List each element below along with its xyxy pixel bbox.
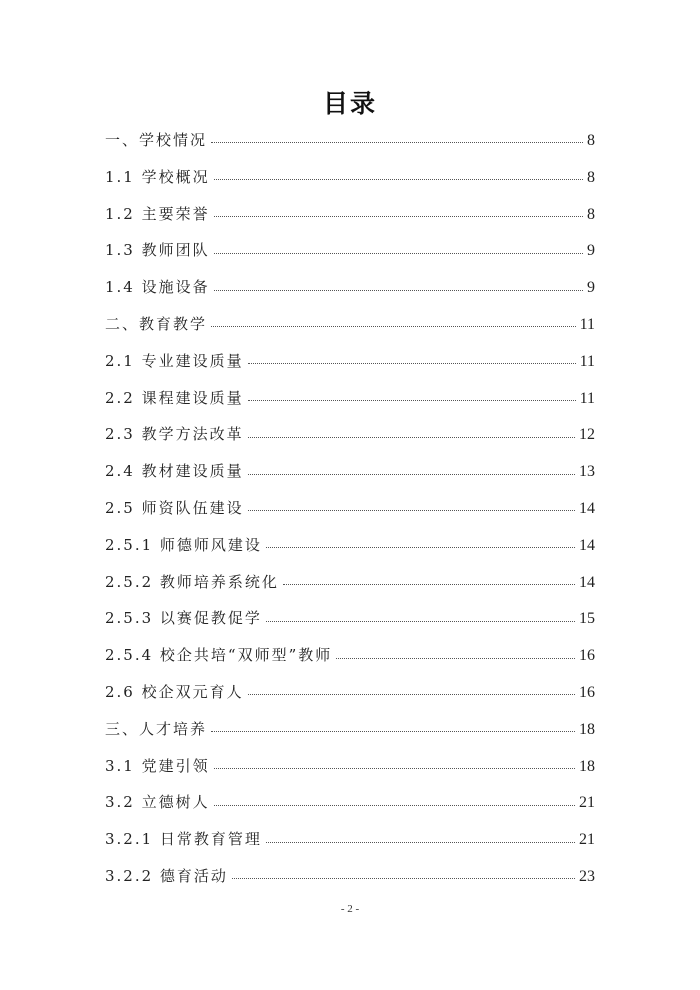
toc-entry-page: 21 — [579, 831, 595, 849]
dot-leader — [214, 289, 583, 291]
dot-leader — [214, 215, 583, 217]
dot-leader — [211, 325, 576, 327]
toc-entry[interactable] — [105, 269, 595, 306]
toc-entry[interactable] — [105, 343, 595, 380]
toc-entry-page: 9 — [587, 279, 595, 297]
dot-leader — [248, 473, 575, 475]
toc-entry-page: 16 — [579, 683, 595, 701]
toc-entry-label: 一、学校情况 — [105, 131, 208, 149]
toc-entry-page: 21 — [579, 794, 595, 812]
toc-entry-label: 2.5.3 以赛促教促学 — [105, 609, 262, 628]
toc-entry-label: 1.3 教师团队 — [105, 241, 210, 260]
dot-leader — [214, 252, 583, 254]
toc-entry[interactable] — [105, 232, 595, 269]
dot-leader — [248, 436, 575, 438]
page-title: 目录 — [322, 89, 377, 118]
toc-entry[interactable] — [105, 527, 595, 564]
dot-leader — [248, 509, 575, 511]
toc-entry-page: 11 — [579, 389, 595, 407]
toc-entry-page: 14 — [579, 573, 595, 591]
dot-leader — [211, 730, 575, 732]
toc-entry[interactable] — [105, 821, 595, 858]
dot-leader — [336, 657, 575, 659]
dot-leader — [232, 877, 575, 879]
dot-leader — [266, 620, 575, 622]
toc-entry-page: 16 — [579, 647, 595, 665]
toc-entry-label: 2.5.2 教师培养系统化 — [105, 572, 279, 591]
toc-entry[interactable] — [105, 858, 595, 895]
page-number-footer: - 2 - — [340, 903, 360, 915]
toc-entry-label: 2.3 教学方法改革 — [105, 425, 244, 444]
toc-entry-page: 14 — [579, 499, 595, 517]
toc-entry-label: 三、人才培养 — [105, 719, 208, 738]
toc-entry-page: 9 — [587, 242, 595, 260]
toc-entry[interactable] — [105, 784, 595, 821]
toc-entry-page: 12 — [579, 426, 595, 444]
toc-entry-page: 8 — [587, 132, 595, 149]
toc-entry[interactable] — [105, 600, 595, 637]
toc-entry[interactable] — [105, 159, 595, 196]
toc-entry[interactable] — [105, 453, 595, 490]
dot-leader — [211, 141, 583, 143]
toc-entry[interactable] — [105, 196, 595, 233]
toc-entry-label: 2.5.1 师德师风建设 — [105, 535, 262, 554]
toc-entry-page: 18 — [579, 720, 595, 738]
dot-leader — [248, 693, 575, 695]
toc-entry-label: 3.2.1 日常教育管理 — [105, 830, 262, 849]
table-of-contents — [105, 122, 595, 895]
toc-entry-label: 2.5.4 校企共培“双师型”教师 — [105, 646, 333, 665]
toc-entry-label: 2.4 教材建设质量 — [105, 462, 244, 481]
toc-entry-page: 15 — [579, 610, 595, 628]
toc-entry[interactable] — [105, 564, 595, 601]
toc-entry[interactable] — [105, 748, 595, 785]
dot-leader — [214, 178, 583, 180]
toc-entry-page: 8 — [587, 205, 595, 223]
toc-entry[interactable] — [105, 637, 595, 674]
toc-entry-label: 3.1 党建引领 — [105, 756, 210, 775]
toc-entry-label: 2.1 专业建设质量 — [105, 351, 244, 370]
dot-leader — [283, 583, 575, 585]
toc-entry-label: 2.2 课程建设质量 — [105, 388, 244, 407]
toc-entry[interactable] — [105, 711, 595, 748]
toc-entry-label: 2.5 师资队伍建设 — [105, 498, 244, 517]
toc-entry[interactable] — [105, 416, 595, 453]
toc-entry[interactable] — [105, 674, 595, 711]
toc-entry-label: 1.4 设施设备 — [105, 278, 210, 297]
toc-entry[interactable] — [105, 490, 595, 527]
toc-entry-label: 3.2 立德树人 — [105, 793, 210, 812]
toc-entry-page: 8 — [587, 168, 595, 186]
toc-entry-label: 1.1 学校概况 — [105, 167, 210, 186]
toc-entry-label: 3.2.2 德育活动 — [105, 866, 228, 885]
toc-entry-label: 2.6 校企双元育人 — [105, 682, 244, 701]
dot-leader — [214, 767, 575, 769]
dot-leader — [266, 546, 575, 548]
toc-entry-page: 14 — [579, 536, 595, 554]
dot-leader — [214, 804, 575, 806]
toc-entry[interactable] — [105, 306, 595, 343]
toc-entry-label: 二、教育教学 — [105, 314, 208, 333]
toc-entry-page: 18 — [579, 757, 595, 775]
dot-leader — [248, 362, 576, 364]
dot-leader — [266, 841, 575, 843]
toc-entry[interactable] — [105, 380, 595, 417]
dot-leader — [248, 399, 576, 401]
toc-entry[interactable] — [105, 122, 595, 159]
toc-entry-page: 13 — [579, 463, 595, 481]
toc-entry-page: 11 — [579, 352, 595, 370]
toc-entry-label: 1.2 主要荣誉 — [105, 204, 210, 223]
toc-entry-page: 11 — [579, 315, 595, 333]
toc-entry-page: 23 — [579, 867, 595, 885]
